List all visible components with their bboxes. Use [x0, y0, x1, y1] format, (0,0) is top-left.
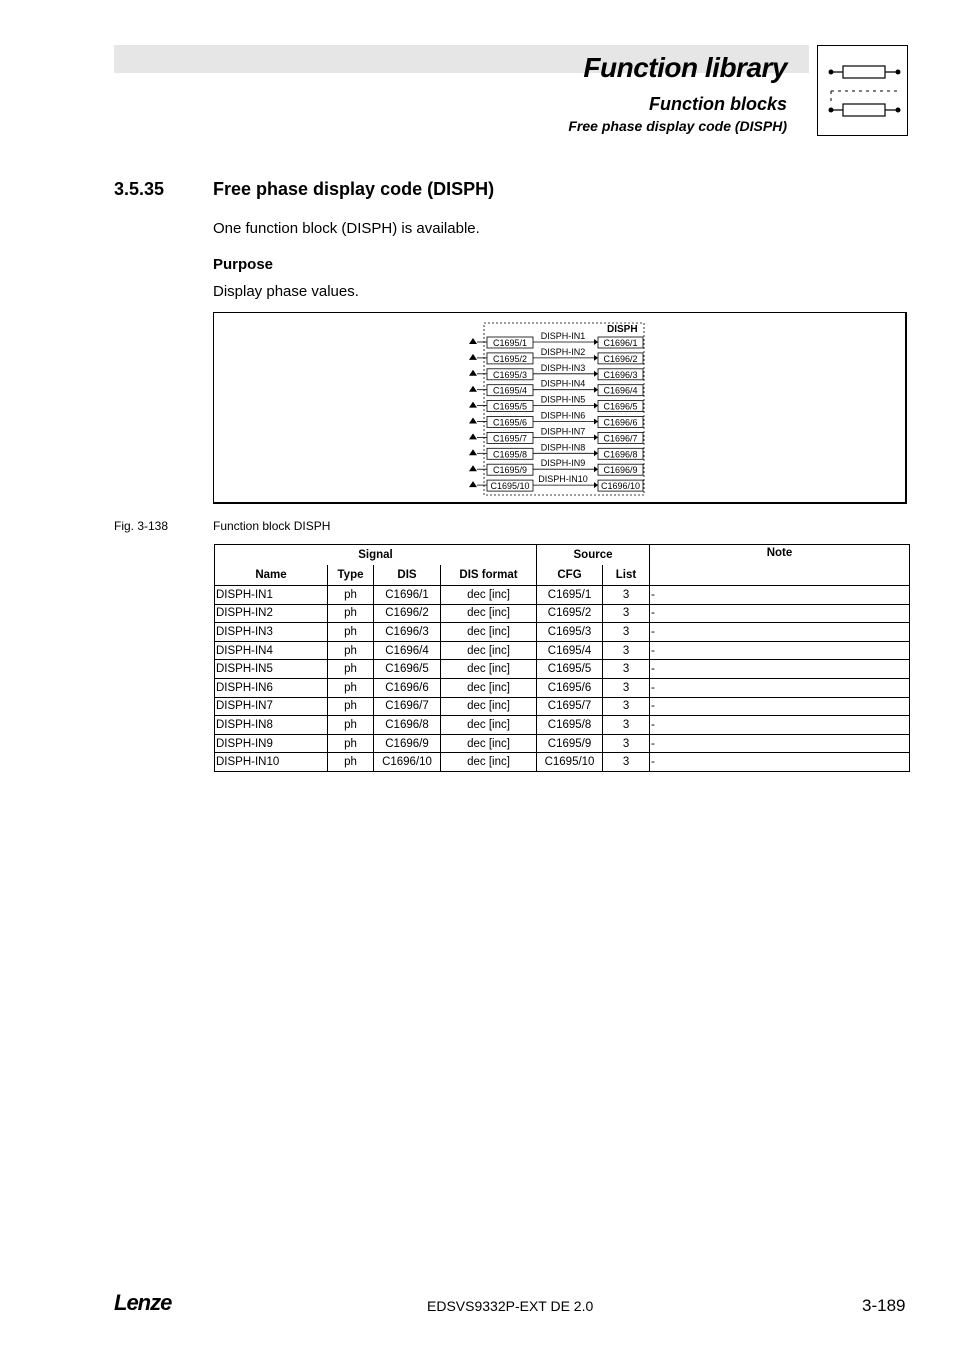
- table-cell: -: [650, 716, 910, 735]
- table-cell: -: [650, 623, 910, 642]
- input-code-label: C1695/2: [492, 353, 528, 364]
- table-cell: dec [inc]: [441, 753, 537, 772]
- output-code-label: C1696/6: [603, 417, 638, 428]
- table-cell: 3: [603, 678, 650, 697]
- table-cell: -: [650, 753, 910, 772]
- col-name-header: Name: [215, 565, 328, 586]
- signal-name-label: DISPH-IN8: [540, 442, 586, 453]
- table-cell: DISPH-IN8: [215, 716, 328, 735]
- table-cell: -: [650, 604, 910, 623]
- signal-arrow-icon: [594, 466, 598, 472]
- table-cell: C1695/1: [537, 586, 603, 605]
- table-cell: ph: [328, 716, 374, 735]
- table-cell: dec [inc]: [441, 604, 537, 623]
- table-cell: C1695/10: [537, 753, 603, 772]
- table-cell: ph: [328, 660, 374, 679]
- input-arrow-icon: [469, 433, 477, 439]
- table-cell: ph: [328, 734, 374, 753]
- col-cfg-header: CFG: [537, 565, 603, 586]
- table-cell: C1696/1: [374, 586, 441, 605]
- table-cell: C1695/5: [537, 660, 603, 679]
- table-cell: DISPH-IN6: [215, 678, 328, 697]
- table-cell: dec [inc]: [441, 660, 537, 679]
- table-row: [215, 734, 910, 753]
- output-code-label: C1696/9: [603, 465, 638, 476]
- signal-name-label: DISPH-IN1: [540, 331, 586, 341]
- input-arrow-icon: [469, 418, 477, 424]
- input-code-label: C1695/4: [492, 385, 528, 396]
- table-row: [215, 586, 910, 605]
- table-cell: 3: [603, 753, 650, 772]
- table-cell: DISPH-IN3: [215, 623, 328, 642]
- table-cell: 3: [603, 716, 650, 735]
- table-cell: C1696/4: [374, 641, 441, 660]
- table-cell: 3: [603, 641, 650, 660]
- signal-arrow-icon: [594, 403, 598, 409]
- signal-arrow-icon: [594, 419, 598, 425]
- signal-arrow-icon: [594, 371, 598, 377]
- figure-frame: [213, 312, 907, 504]
- output-code-label: C1696/5: [603, 401, 638, 412]
- figure-caption: Function block DISPH: [213, 519, 331, 533]
- table-cell: DISPH-IN1: [215, 586, 328, 605]
- input-code-label: C1695/10: [490, 481, 530, 492]
- col-list-header: List: [603, 565, 650, 586]
- table-cell: ph: [328, 586, 374, 605]
- table-cell: ph: [328, 753, 374, 772]
- table-cell: C1696/5: [374, 660, 441, 679]
- table-cell: DISPH-IN2: [215, 604, 328, 623]
- lenze-logo: Lenze: [114, 1290, 172, 1315]
- purpose-text: Display phase values.: [213, 283, 359, 300]
- table-cell: ph: [328, 604, 374, 623]
- figure-label: Fig. 3-138: [114, 519, 169, 533]
- table-cell: dec [inc]: [441, 697, 537, 716]
- block-diagram: [214, 313, 906, 503]
- signal-arrow-icon: [594, 434, 598, 440]
- table-cell: C1695/7: [537, 697, 603, 716]
- input-arrow-icon: [469, 449, 477, 455]
- input-code-label: C1695/6: [492, 417, 528, 428]
- table-cell: C1695/2: [537, 604, 603, 623]
- table-cell: 3: [603, 734, 650, 753]
- table-row: [215, 697, 910, 716]
- input-arrow-icon: [469, 370, 477, 376]
- table-cell: C1695/8: [537, 716, 603, 735]
- table-cell: DISPH-IN10: [215, 753, 328, 772]
- input-code-label: C1695/3: [492, 369, 528, 380]
- input-code-label: C1695/8: [492, 449, 528, 460]
- table-cell: -: [650, 641, 910, 660]
- input-arrow-icon: [469, 481, 477, 487]
- table-cell: -: [650, 660, 910, 679]
- output-code-label: C1696/2: [603, 353, 638, 364]
- signal-name-label: DISPH-IN5: [540, 394, 586, 405]
- block-name-label: DISPH: [607, 324, 638, 335]
- page-subsubtitle: Free phase display code (DISPH): [568, 118, 787, 134]
- function-block-icon: [817, 45, 908, 136]
- source-group-header: Source: [537, 545, 650, 566]
- page-title: Function library: [583, 52, 787, 83]
- table-cell: dec [inc]: [441, 586, 537, 605]
- table-cell: ph: [328, 678, 374, 697]
- input-arrow-icon: [469, 402, 477, 408]
- table-cell: C1695/4: [537, 641, 603, 660]
- col-disformat-header: DIS format: [441, 565, 537, 586]
- input-arrow-icon: [469, 338, 477, 344]
- table-cell: dec [inc]: [441, 678, 537, 697]
- table-cell: 3: [603, 623, 650, 642]
- table-cell: C1695/3: [537, 623, 603, 642]
- output-code-label: C1696/4: [603, 385, 638, 396]
- input-code-label: C1695/1: [492, 338, 528, 348]
- table-cell: C1696/7: [374, 697, 441, 716]
- col-type-header: Type: [328, 565, 374, 586]
- page-subtitle: Function blocks: [648, 94, 787, 114]
- output-code-label: C1696/1: [603, 338, 638, 348]
- signal-arrow-icon: [594, 450, 598, 456]
- table-cell: ph: [328, 697, 374, 716]
- signal-name-label: DISPH-IN2: [540, 346, 586, 357]
- table-row: [215, 660, 910, 679]
- signal-arrow-icon: [594, 355, 598, 361]
- table-row: [215, 753, 910, 772]
- section-number: 3.5.35: [114, 179, 165, 199]
- signal-name-label: DISPH-IN9: [540, 458, 586, 469]
- table-cell: C1695/6: [537, 678, 603, 697]
- signal-table: [214, 544, 910, 772]
- input-arrow-icon: [469, 386, 477, 392]
- output-code-label: C1696/7: [603, 433, 638, 444]
- input-code-label: C1695/7: [492, 433, 528, 444]
- table-cell: 3: [603, 660, 650, 679]
- table-row: [215, 641, 910, 660]
- table-row: [215, 604, 910, 623]
- output-code-label: C1696/10: [600, 481, 641, 492]
- note-header: Note: [650, 545, 910, 586]
- table-cell: 3: [603, 586, 650, 605]
- table-cell: C1696/9: [374, 734, 441, 753]
- table-cell: -: [650, 678, 910, 697]
- table-cell: dec [inc]: [441, 716, 537, 735]
- signal-arrow-icon: [594, 482, 598, 488]
- table-row: [215, 716, 910, 735]
- table-cell: C1696/3: [374, 623, 441, 642]
- table-cell: DISPH-IN5: [215, 660, 328, 679]
- table-cell: -: [650, 586, 910, 605]
- table-cell: C1696/10: [374, 753, 441, 772]
- table-cell: 3: [603, 697, 650, 716]
- purpose-heading: Purpose: [213, 256, 274, 273]
- input-code-label: C1695/9: [492, 465, 528, 476]
- page-number: 3-189: [862, 1296, 906, 1315]
- signal-name-label: DISPH-IN10: [538, 474, 588, 485]
- table-cell: C1696/2: [374, 604, 441, 623]
- table-cell: -: [650, 697, 910, 716]
- signal-name-label: DISPH-IN3: [540, 362, 586, 373]
- signal-name-label: DISPH-IN7: [540, 426, 586, 437]
- table-cell: DISPH-IN9: [215, 734, 328, 753]
- input-arrow-icon: [469, 465, 477, 471]
- table-cell: C1695/9: [537, 734, 603, 753]
- table-cell: dec [inc]: [441, 734, 537, 753]
- document-id: EDSVS9332P-EXT DE 2.0: [427, 1298, 594, 1314]
- output-code-label: C1696/3: [603, 369, 638, 380]
- signal-name-label: DISPH-IN6: [540, 410, 586, 421]
- input-arrow-icon: [469, 354, 477, 360]
- output-code-label: C1696/8: [603, 449, 638, 460]
- signal-arrow-icon: [594, 339, 598, 345]
- signal-group-header: Signal: [215, 545, 537, 566]
- table-cell: 3: [603, 604, 650, 623]
- table-cell: ph: [328, 641, 374, 660]
- table-row: [215, 623, 910, 642]
- table-cell: DISPH-IN4: [215, 641, 328, 660]
- table-cell: dec [inc]: [441, 623, 537, 642]
- signal-name-label: DISPH-IN4: [540, 378, 586, 389]
- section-title: Free phase display code (DISPH): [213, 179, 495, 199]
- table-row: [215, 678, 910, 697]
- table-cell: ph: [328, 623, 374, 642]
- signal-arrow-icon: [594, 387, 598, 393]
- input-code-label: C1695/5: [492, 401, 528, 412]
- col-dis-header: DIS: [374, 565, 441, 586]
- table-cell: C1696/6: [374, 678, 441, 697]
- table-cell: dec [inc]: [441, 641, 537, 660]
- table-cell: -: [650, 734, 910, 753]
- table-cell: DISPH-IN7: [215, 697, 328, 716]
- intro-text: One function block (DISPH) is available.: [213, 220, 480, 237]
- table-cell: C1696/8: [374, 716, 441, 735]
